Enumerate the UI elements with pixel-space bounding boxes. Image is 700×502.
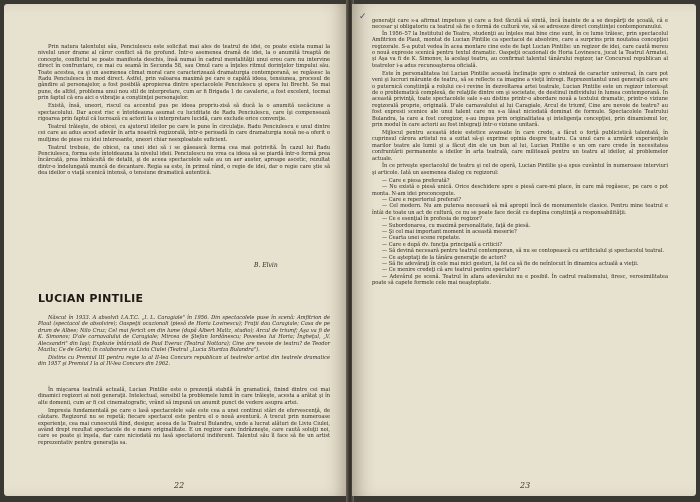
left-paragraph: Teatrul trăieşte, de obicei, cu ajutorul ideilor pe care le pune în circulaţie. Radu Penciulescu e unul dintre cei care au adus acest adevăr în arta noastră regizorală, într-o perioadă în care dramaturgia nouă ne-a oferit o mulţime de piese cu idei interesante, uneori chiar neexploatate suficient.: [38, 123, 330, 143]
dialog-line: — Ce menire credeţi că are teatrul pentru spectator?: [382, 267, 520, 274]
dialog-line: — Nu există o piesă unică. Orice deschidere spre o piesă care-mi place, în care mă regăsesc, pe care o pot monta. N-am idei preconcepute.: [372, 184, 668, 197]
biography-block: [38, 315, 330, 369]
right-paragraph: În 1956–57 la Institutul de Teatru, studenţii au înţeles mai bine cine sunt, în ce lume trăiesc, prin spectacolul Amfitrion de Plaut, montat de Lucian Pintilie ca spectacol de absolvire, care a surprins prin noutatea concepţiei regizorale. S-a putut vedea în acea montare cine este de fapt Lucian Pintilie: un regizor de idei, care caută mereu o nouă expresie scenică pentru textul dramatic. Oaspeţii ocazionali de Horia Lovinescu, jucat la Teatrul Armatei, şi Aşa va fi de K. Simonov, la acelaşi teatru, au confirmat talentul tânărului regizor, iar Concursul republican al teatrelor i-a adus recunoaşterea oficială.: [372, 30, 668, 69]
right-paragraph: Mijlocul pentru această ideie estetice avansate în care crede, a făcut o forţă publicistică talentată, în cuprinsul cărora artistul nu a ezitat să-şi exprime opinia despre teatru. Ca unul care a urmărit experienţele marilor teatre ale lumii şi a făcut din ele un bun al lui, Lucian Pintilie e un om care crede în necesitatea confruntării permanente a ideilor în arta teatrală, care militează pentru un teatru al ideilor, al problemelor actuale.: [372, 129, 668, 162]
dialog-line: — Adevărul pe scenă. Teatrul în afara adevărului nu e posibil. În cadrul realismului, firesc, verosimilitatea poate să capete formele cele mai neaşteptate.: [372, 273, 668, 287]
left-page: [4, 4, 348, 496]
author-signature: B. Elvin: [254, 262, 278, 269]
dialog-line: — Să devină necesară pentru teatrul contemporan, să nu se contopească cu artificialul şi spectacolul teatral.: [382, 248, 664, 255]
right-paragraph: generaţii care s-a afirmat impetuos şi care a fost făcută să simtă, încă înainte de a se despărţi de şcoală, că e necesar şi obligatoriu ca teatrul să fie o formă de cultură vie, să se adreseze direct conştiinţei contemporanului.: [372, 18, 668, 31]
page-number: 23: [520, 481, 531, 490]
dialog-line: — Care e repertoriul preferat?: [382, 196, 462, 203]
pencil-mark-icon: ✓: [359, 12, 367, 22]
dialog-line: — Cel modern. Nu am puterea necesară să mă apropii încă de monumentele clasice. Pentru mine teatrul e întâi de toate un act de cultură, ce nu se poate face decât cu deplina conştiinţă a responsabilităţii.: [372, 203, 668, 216]
left-intro-text: [38, 44, 330, 178]
right-paragraph: Este în personalitatea lui Lucian Pintilie această înclinaţie spre o sinteză de caracter universal, în care pot veni şi lucruri mărunte de teatru, să se reflecte ca imagine a vieţii întregi. Reprezentantul unei generaţii care are o puternică conştiinţă a rolului ce-i revine în dezvoltarea artei teatrale, Lucian Pintilie este un regizor interesat de o problematică complexă, de relaţiile dintre om şi societate, de destinul individului în lumea contemporană. În această privinţă, toate spectacolele sale s-au distins printr-o abordare nouă a textului dramatic, printr-o viziune regizorală proprie, originală. D'ale carnavalului al lui Caragiale, Arcul de triumf, Cine are nevoie de teatru? au fost expresii scenice ale unui talent care nu s-a lăsat niciodată dominat de formule. Spectacolele Teatrului Bulandra, la care a fost coregizor, s-au impus prin originalitatea şi inteligenţa concepţiei, prin dinamismul lor, prin modul în care actorii au fost integraţi într-o viziune unitară.: [372, 70, 668, 128]
dialog-line: — Ce e esenţial în profesia de regizor?: [382, 216, 483, 223]
bio-paragraph: Născut în 1933. A absolvit I.A.T.C. „I. L. Caragiale" în 1956. Din spectacolele puse în scenă: Amfitrion de Plaut (spectacol de absolvire); Oaspeţii ocazionali (piesă de Horia Lovinescu); Fraţii dau Caragiale; Casa de pe drum de Albee; Nilo Cruz; Cel mai fericit om din lume (după Albert Maltz, studio); Arcul de triumf; Aşa va fi de K. Simonov; D'ale carnavalului de Caragiale; Mircea de Ştefan Iordănescu; Povestea lui Horia; Îngheţul, „V. Alecsandri" din Iaşi; Explozie întârziată de Paul Everac (Teatrul Nottara); Cine are nevoie de teatru? de Teodor Mazilu; Ce de Gorki; în colaborare cu Liviu Ciulei (Teatrul „Lucia Sturdza Bulandra").: [38, 315, 330, 354]
left-paragraph: Există, însă, uneori, riscul ca accentul pus pe ideea propriu-zisă să ducă la o anumită uscăciune a spectacolului. Dar acest risc e întotdeauna asumat cu luciditate de Radu Penciulescu, care îşi compensează rigoarea prin faptul că lucrează cu actorii la o interpretare lucidă, care exclude orice convenţie.: [38, 103, 330, 122]
left-body-paragraph: Impresia fundamentală pe care o lasă spectacolele sale este cea a unei continui stări de efervescenţă, de căutare. Regizorul nu se repetă; fiecare spectacol este pentru el o nouă aventură. A trecut prin numeroase experienţe, cea mai cunoscută fiind, desigur, aceea de la Teatrul Bulandra, unde a lucrat alături de Liviu Ciulei, având drept rezultat spectacole de o mare originalitate. E un regizor care îndrăzneşte, care caută soluţii noi, care se poate şi înşela, dar care niciodată nu lasă spectatorul indiferent. Talentul său îl face să fie un artist reprezentativ pentru generaţia sa.: [38, 407, 330, 446]
left-body-paragraph: În mişcarea teatrală actuală, Lucian Pintilie este o prezenţă stabilă în gramatică, finind dintre cei mai dinamici regizori ai noii generaţii. Intelectual, sensibil la problemele lumii în care trăieşte, acesta a arătat şi în alte domenii, cum ar fi cel cinematografic, vrând să impună un anumit punct de vedere asupra artei.: [38, 387, 330, 406]
dialog-line: — Care e piesa preferată?: [382, 177, 450, 184]
section-heading: LUCIAN PINTILIE: [38, 292, 144, 305]
dialog-line: — Cearta unei scene repetate.: [382, 235, 461, 242]
right-text: [372, 18, 668, 287]
page-number: 22: [174, 481, 185, 490]
left-body-text: [38, 387, 330, 448]
right-page: [352, 4, 696, 496]
right-paragraph: În ce priveşte spectacolul de teatru şi cel de operă, Lucian Pintilie şi-a spus cuvântul în numeroase interviuri şi articole. Iată un asemenea dialog cu regizorul:: [372, 163, 668, 176]
dialog-line: — Subordonarea, cu maximă personalitate, faţă de piesă.: [382, 222, 531, 229]
dialog-line: — Ce aşteptaţi de la tânăra generaţie de actori?: [382, 254, 507, 261]
bio-paragraph: Distins cu Premiul III pentru regie la al II-lea Concurs republican al teatrelor artist din teatrele dramatice din 1957 şi Premiul I la al IV-lea Concurs din 1962.: [38, 354, 330, 368]
dialog-line: — Care e după dv. funcţia principală a criticii?: [382, 241, 502, 248]
dialog-line: — Şi cel mai important moment în această meserie?: [382, 229, 517, 235]
left-paragraph: Teatrul trebuie, de obicei, ca unei idei să i se găsească forma cea mai potrivită. În cazul lui Radu Penciulescu, forma este întotdeauna la nivelul ideii. Penciulescu nu vrea ca ideea să se piardă într-o formă prea încărcată, prea îmbâcsită de detalii, şi de aceea spectacolele sale au un aer auster, aproape ascetic, rezultat dintr-o îndelungată muncă de decantare. Regia sa este, în primul rând, o regie de idei, dar o regie care ştie să dea ideilor o viaţă scenică intensă, o tensiune dramatică autentică.: [38, 144, 330, 177]
left-paragraph: Prin natura talentului său, Penciulescu este solicitat mai ales de teatrul de idei, ce poate exista numai la nivelul unor drame al căror conflict să fie profund. Într-o asemenea dramă de idei, la o anumită treaptă de concepte, conflictul se poate manifesta deschis, însă numai în cadrul mentalităţii unui erou care nu intervine direct în confruntare, ce mai cu seamă în Secunda 58, sau Omul care a înţeles ritmul dorinţelor timpului său. Toate acestea, ca şi un asemenea climat moral care caracterizează dramaturgia contemporană, se regăsesc la Radu Penciulescu în mod direct. Astfel, prin valoarea maximă pe care o capătă ideea, tensiunea, procesul de gândire al personajelor, a fost posibilă apropierea dintre spectacolele Penciulescu şi opera lui Brecht. Se mai pune, de altfel, problema unui nou stil de interpretare, cum ar fi Brigada 1 de cavalerie, a fost excelent, tocmai prin faptul că era aici o vibraţie a conştiinţei personajelor.: [38, 44, 330, 102]
dialog-line: — Să fie adevăraţi în cele mai mici gesturi, la fel ca să fie de neînlocuit în dinamica actuală a vieţii.: [382, 261, 639, 268]
